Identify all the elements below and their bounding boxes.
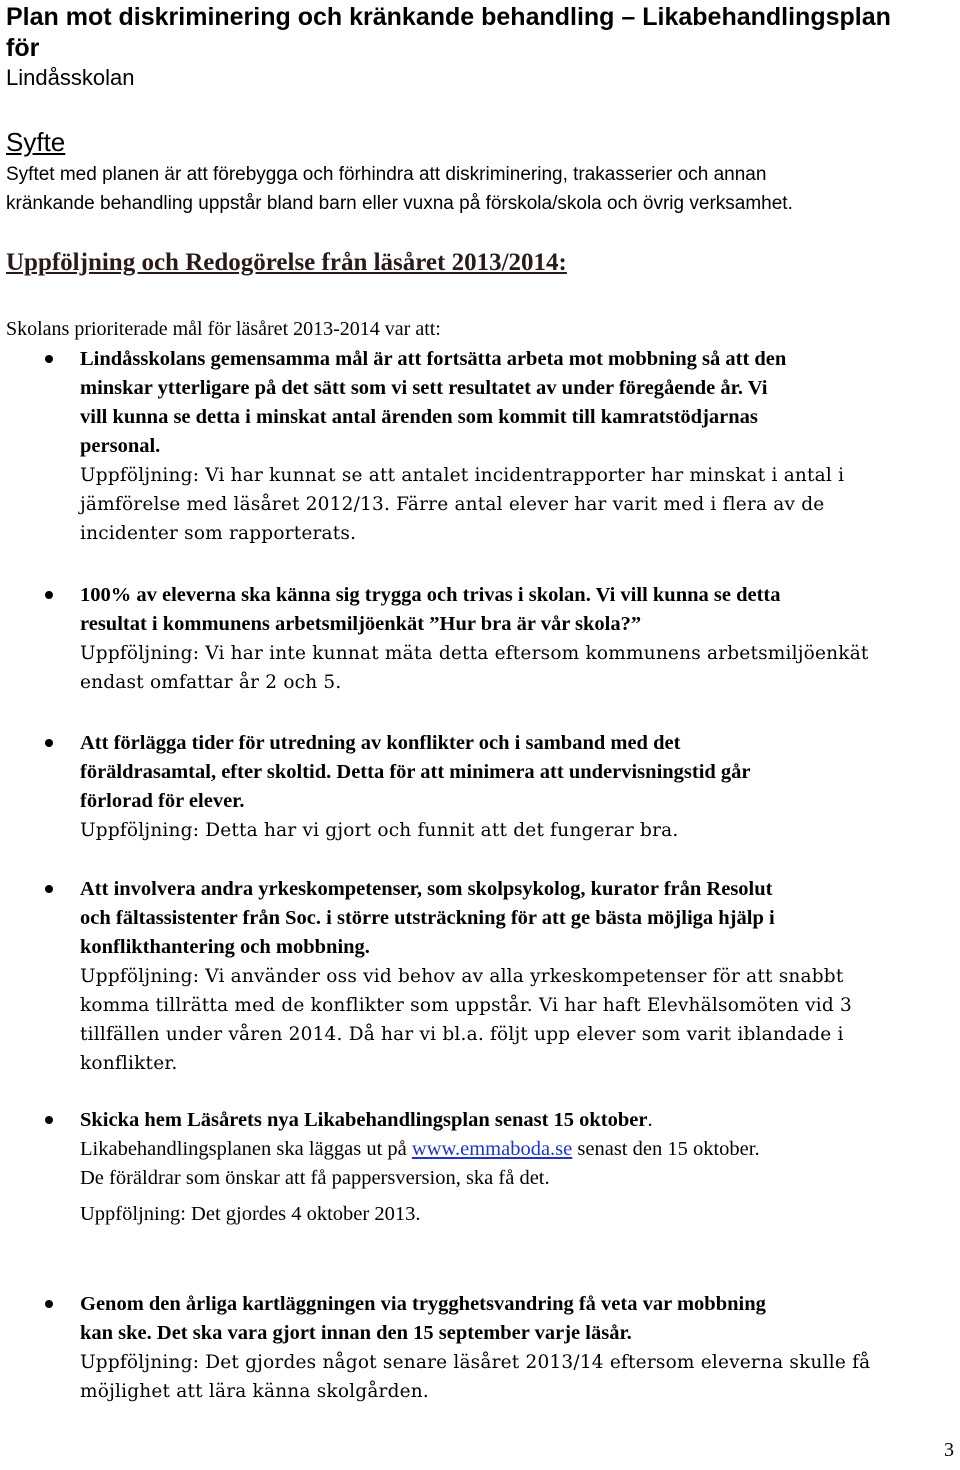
followup-heading: Uppföljning och Redogörelse från läsåret 2013/2014: bbox=[6, 249, 567, 276]
followup-text: Uppföljning: Vi har inte kunnat mäta detta eftersom kommunens arbetsmiljöenkät bbox=[80, 643, 869, 664]
website-link[interactable]: www.emmaboda.se bbox=[411, 1138, 573, 1160]
followup-text: möjlighet att lära känna skolgården. bbox=[80, 1381, 429, 1402]
goal-text: och fältassistenter från Soc. i större utsträckning för att ge bästa möjliga hjälp i bbox=[80, 907, 775, 929]
bullet-icon bbox=[45, 1116, 53, 1124]
goal-period: . bbox=[647, 1109, 653, 1131]
followup-text: Uppföljning: Det gjordes 4 oktober 2013. bbox=[80, 1203, 421, 1225]
info-text: senast den 15 oktober. bbox=[572, 1138, 760, 1160]
info-text: Likabehandlingsplanen ska läggas ut på bbox=[80, 1138, 412, 1160]
goal-text: Skicka hem Läsårets nya Likabehandlingsplan senast 15 oktober bbox=[80, 1109, 648, 1131]
bullet-icon bbox=[45, 591, 53, 599]
goal-text: föräldrasamtal, efter skoltid. Detta för att minimera att undervisningstid går bbox=[80, 761, 751, 783]
bullet-icon bbox=[45, 355, 53, 363]
goal-text: minskar ytterligare på det sätt som vi sett resultatet av under föregående år. Vi bbox=[80, 377, 768, 399]
followup-text: Uppföljning: Vi använder oss vid behov av alla yrkeskompetenser för att snabbt bbox=[80, 966, 844, 987]
info-text: De föräldrar som önskar att få pappersversion, ska få det. bbox=[80, 1167, 550, 1189]
goal-text: Att förlägga tider för utredning av konflikter och i samband med det bbox=[80, 732, 681, 754]
page-number: 3 bbox=[944, 1439, 954, 1461]
followup-text: tillfällen under våren 2014. Då har vi bl.a. följt upp elever som varit iblandade i bbox=[80, 1024, 844, 1045]
followup-text: Uppföljning: Detta har vi gjort och funnit att det fungerar bra. bbox=[80, 820, 679, 841]
syfte-heading: Syfte bbox=[6, 127, 66, 157]
goal-text: konflikthantering och mobbning. bbox=[80, 936, 370, 958]
goal-text: 100% av eleverna ska känna sig trygga och trivas i skolan. Vi vill kunna se detta bbox=[80, 584, 781, 606]
goal-text: Lindåsskolans gemensamma mål är att fortsätta arbeta mot mobbning så att den bbox=[80, 348, 787, 370]
school-name: Lindåsskolan bbox=[6, 65, 135, 90]
goals-intro: Skolans prioriterade mål för läsåret 2013-2014 var att: bbox=[6, 318, 441, 340]
bullet-icon bbox=[45, 885, 53, 893]
document-title-continued: för bbox=[6, 34, 40, 62]
goal-text: kan ske. Det ska vara gjort innan den 15 september varje läsår. bbox=[80, 1322, 632, 1344]
goal-line bbox=[80, 1106, 653, 1135]
followup-text: jämförelse med läsåret 2012/13. Färre antal elever har varit med i flera av de bbox=[80, 494, 825, 515]
bullet-icon bbox=[45, 1300, 53, 1308]
followup-text: konflikter. bbox=[80, 1053, 178, 1074]
goal-text: personal. bbox=[80, 435, 161, 457]
goal-text: resultat i kommunens arbetsmiljöenkät ”Hur bra är vår skola?” bbox=[80, 613, 642, 635]
goal-text: Att involvera andra yrkeskompetenser, som skolpsykolog, kurator från Resolut bbox=[80, 878, 773, 900]
syfte-text: Syftet med planen är att förebygga och förhindra att diskriminering, trakasserier och annan bbox=[6, 164, 767, 185]
syfte-text: kränkande behandling uppstår bland barn eller vuxna på förskola/skola och övrig verksamhet. bbox=[6, 193, 793, 214]
followup-text: incidenter som rapporterats. bbox=[80, 523, 357, 544]
bullet-icon bbox=[45, 739, 53, 747]
goal-text: Genom den årliga kartläggningen via trygghetsvandring få veta var mobbning bbox=[80, 1293, 766, 1315]
followup-text: endast omfattar år 2 och 5. bbox=[80, 672, 342, 693]
document-title: Plan mot diskriminering och kränkande behandling – Likabehandlingsplan bbox=[6, 3, 891, 31]
goal-text: förlorad för elever. bbox=[80, 790, 245, 812]
followup-text: Uppföljning: Vi har kunnat se att antalet incidentrapporter har minskat i antal i bbox=[80, 465, 845, 486]
followup-text: Uppföljning: Det gjordes något senare läsåret 2013/14 eftersom eleverna skulle få bbox=[80, 1352, 871, 1373]
goal-text: vill kunna se detta i minskat antal ärenden som kommit till kamratstödjarnas bbox=[80, 406, 758, 428]
followup-text: komma tillrätta med de konflikter som uppstår. Vi har haft Elevhälsomöten vid 3 bbox=[80, 995, 852, 1016]
info-line bbox=[80, 1135, 760, 1164]
